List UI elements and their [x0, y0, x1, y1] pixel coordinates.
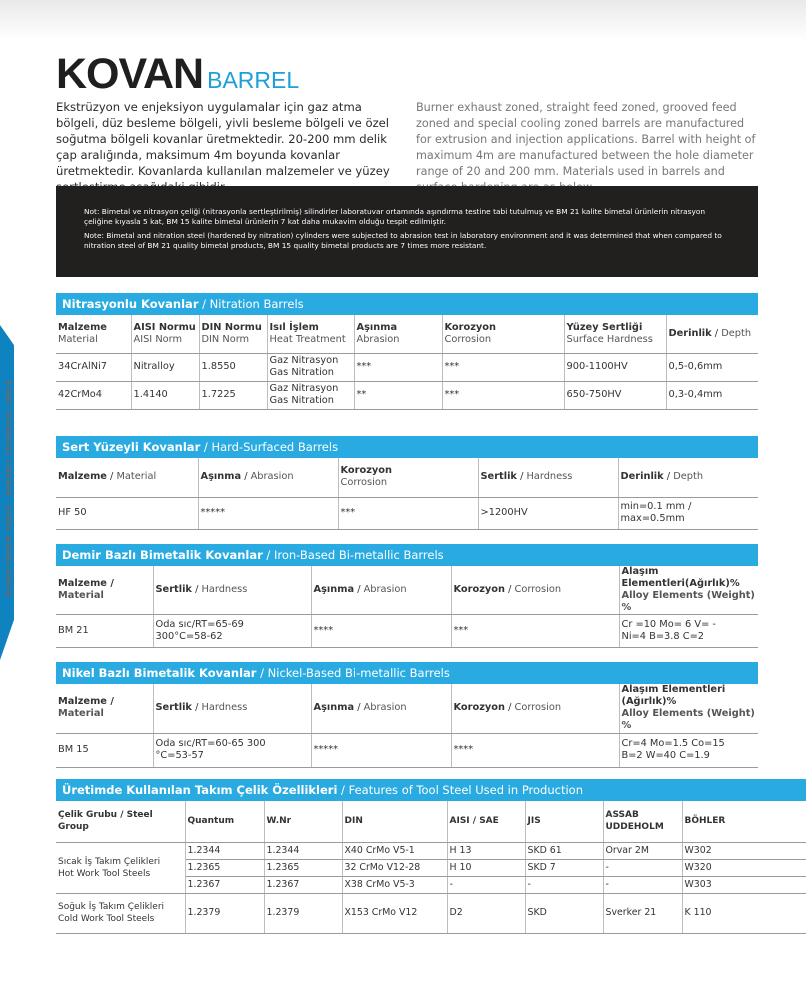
- iron-header-tr: Malzeme /: [58, 578, 114, 589]
- tool-cell: SKD 61: [525, 842, 603, 859]
- hard-header-cell: Sertlik / Hardness: [478, 458, 618, 497]
- tool-row: [56, 842, 806, 859]
- nickel-header-cell: Aşınma / Abrasion: [311, 684, 451, 733]
- nickel-cell: Cr=4 Mo=1.5 Co=15 B=2 W=40 C=1.9: [619, 733, 758, 767]
- tool-cell: -: [525, 876, 603, 893]
- tool-cell: W302: [682, 842, 806, 859]
- tool-cell: X40 CrMo V5-1: [342, 842, 447, 859]
- nitration-cell: Gaz Nitrasyon Gas Nitration: [267, 381, 354, 409]
- hard-row: [56, 497, 758, 529]
- tool-row: [56, 893, 806, 933]
- nitration-header-tr: Derinlik: [668, 327, 712, 339]
- nitration-header-cell: [56, 315, 131, 353]
- nitration-title-tr: Nitrasyonlu Kovanlar: [62, 297, 199, 311]
- nickel-cell: Oda sıc/RT=60-65 300 °C=53-57: [153, 733, 311, 767]
- nitration-header-cell: [354, 315, 442, 353]
- nitration-header-tr: DIN Normu: [201, 321, 262, 333]
- iron-header-cell: Korozyon / Corrosion: [451, 566, 619, 615]
- nitration-cell: 34CrAlNi7: [56, 353, 131, 381]
- tool-cell: -: [447, 876, 525, 893]
- tool-cell: 1.2365: [264, 859, 342, 876]
- hard-title-tr: Sert Yüzeyli Kovanlar: [62, 440, 201, 454]
- iron-header-cell: [56, 566, 153, 615]
- intro-turkish: Ekstrüzyon ve enjeksiyon uygulamalar için gaz atma bölgeli, düz besleme bölgeli, yivli besleme bölgeli ve özel soğutma bölgeli kovanlar üretmektedir. 20-200 mm delik çap aralığında, maksimum 4m boyunda kovanlar üretmektedir. Kovanlarda kullanılan malzemeler ve yüzey: [56, 100, 390, 178]
- iron-cell: ***: [451, 615, 619, 648]
- tool-header-cell: JIS: [525, 801, 603, 842]
- nickel-title-tr: Nikel Bazlı Bimetalik Kovanlar: [62, 666, 257, 680]
- tool-cell: -: [603, 859, 682, 876]
- nitration-row: [56, 353, 758, 381]
- hard-header-tr: Sertlik: [480, 471, 517, 483]
- tool-cell: 1.2379: [264, 893, 342, 933]
- nitration-cell: 0,3-0,4mm: [666, 381, 758, 409]
- tool-cell: -: [603, 876, 682, 893]
- note-english: Note: Bimetal and nitration steel (hardened by nitration) cylinders were subjected to abrasion test in laboratory environment and it was determined that when compared to nitration steel of BM 21 quality bimetal products, BM 15 quality bimetal products are 7 times more resistant.: [84, 231, 722, 250]
- iron-header-cell: Aşınma / Abrasion: [311, 566, 451, 615]
- hard-title-en: Hard-Surfaced Barrels: [211, 440, 339, 454]
- tool-header-cell: W.Nr: [264, 801, 342, 842]
- iron-header-tr: Sertlik: [155, 584, 192, 595]
- nitration-header-cell: [442, 315, 564, 353]
- nitration-header-cell: [564, 315, 666, 353]
- tool-cell: 1.2379: [185, 893, 264, 933]
- side-label: KOVAN TEKNİK TABLO - BARRELL TECHNICAL TABLE: [5, 379, 13, 597]
- nickel-header-en: Hardness: [201, 702, 248, 714]
- nitration-cell: 42CrMo4: [56, 381, 131, 409]
- iron-cell: BM 21: [56, 615, 153, 648]
- nitration-section: [56, 293, 758, 410]
- title-main: KOVAN: [56, 50, 204, 98]
- tool-group-cell: Soğuk İş Takım Çelikleri Cold Work Tool Steels: [56, 893, 185, 933]
- iron-header-tr: Korozyon: [453, 584, 506, 595]
- hard-header-en: Depth: [673, 471, 704, 483]
- iron-header-en: Material: [58, 590, 104, 601]
- nickel-header-cell: [56, 684, 153, 733]
- iron-cell: ****: [311, 615, 451, 648]
- nitration-header-en: Material: [58, 333, 98, 345]
- hard-header-cell: Aşınma / Abrasion: [198, 458, 338, 497]
- tool-header-cell: BÖHLER: [682, 801, 806, 842]
- tool-section: [56, 779, 806, 934]
- iron-cell: Oda sıc/RT=65-69 300°C=58-62: [153, 615, 311, 648]
- hard-cell: min=0.1 mm / max=0.5mm: [618, 497, 758, 529]
- hard-cell: *****: [198, 497, 338, 529]
- nitration-header-row: [56, 315, 758, 353]
- nitration-header-tr: AISI Normu: [133, 321, 196, 333]
- tool-cell: SKD: [525, 893, 603, 933]
- tool-title-tr: Üretimde Kullanılan Takım Çelik Özellikleri: [62, 783, 338, 797]
- nitration-cell: **: [354, 381, 442, 409]
- tool-cell: Sverker 21: [603, 893, 682, 933]
- tool-cell: D2: [447, 893, 525, 933]
- nitration-header-en: DIN Norm: [201, 333, 250, 345]
- nickel-header-en: Abrasion: [363, 702, 407, 714]
- nickel-header-en: Alloy Elements (Weight) %: [621, 708, 755, 732]
- hard-header-en: Corrosion: [340, 477, 388, 489]
- note-turkish: Not: Bimetal ve nitrasyon çeliği (nitrasyonla sertleştirilmiş) silindirler laboratuvar ortamında aşındırma testine tabi tutulmuş ve BM 21 kalite bimetal ürünlerin nitrasyon çeliğine kıyasla 5 kat, BM 15 kalite bimetal ürünlerin 7 kat daha mukavim olduğu tespit edilmiştir.: [84, 207, 706, 226]
- tool-cell: 1.2367: [185, 876, 264, 893]
- nitration-header-en: Surface Hardness: [566, 333, 653, 345]
- nickel-title-en: Nickel-Based Bi-metallic Barrels: [267, 666, 450, 680]
- nickel-header-tr: Korozyon: [453, 702, 506, 714]
- tool-cell: 1.2365: [185, 859, 264, 876]
- hard-header-en: Material: [116, 471, 157, 483]
- nitration-cell: ***: [442, 381, 564, 409]
- hard-cell: HF 50: [56, 497, 198, 529]
- nitration-table: [56, 315, 758, 410]
- nickel-header-tr: Sertlik: [155, 702, 192, 714]
- iron-cell: Cr =10 Mo= 6 V= - Ni=4 B=3.8 C=2: [619, 615, 758, 648]
- nickel-header-row: [56, 684, 758, 733]
- tool-group-cell: Sıcak İş Takım Çelikleri Hot Work Tool Steels: [56, 842, 185, 893]
- note-box: [56, 186, 758, 277]
- iron-title-tr: Demir Bazlı Bimetalik Kovanlar: [62, 548, 263, 562]
- nitration-cell: 1.7225: [199, 381, 267, 409]
- nitration-header-en: Corrosion: [444, 333, 492, 345]
- hard-header-tr: Derinlik: [620, 471, 664, 483]
- nitration-cell: 650-750HV: [564, 381, 666, 409]
- tool-cell: W320: [682, 859, 806, 876]
- hard-table: [56, 458, 758, 530]
- nickel-header-cell: Korozyon / Corrosion: [451, 684, 619, 733]
- nitration-cell: Nitralloy: [131, 353, 199, 381]
- hard-header-cell: Derinlik / Depth: [618, 458, 758, 497]
- tool-cell: W303: [682, 876, 806, 893]
- nickel-row: [56, 733, 758, 767]
- iron-header-en: Alloy Elements (Weight) %: [621, 590, 755, 613]
- nitration-row: [56, 381, 758, 409]
- iron-header-en: Hardness: [201, 584, 248, 595]
- nitration-cell: 1.4140: [131, 381, 199, 409]
- iron-table: [56, 566, 758, 648]
- tool-cell: K 110: [682, 893, 806, 933]
- tool-table: [56, 801, 806, 934]
- nickel-header-cell: Sertlik / Hardness: [153, 684, 311, 733]
- nitration-header-tr: Korozyon: [444, 321, 497, 333]
- nitration-title-en: Nitration Barrels: [209, 297, 304, 311]
- tool-header-cell: Çelik Grubu / Steel Group: [56, 801, 185, 842]
- nitration-cell: ***: [354, 353, 442, 381]
- tool-cell: 32 CrMo V12-28: [342, 859, 447, 876]
- hard-header-en: Abrasion: [250, 471, 294, 483]
- nickel-cell: ****: [451, 733, 619, 767]
- nitration-cell: 0,5-0,6mm: [666, 353, 758, 381]
- iron-section: [56, 544, 758, 648]
- intro-english: Burner exhaust zoned, straight feed zoned, grooved feed zoned and special cooling zoned barrels are manufactured for extrusion and injection applications. Barrel with height of maximum 4m are manufactured between the hole diameter range of 20 and 200 mm. Materials used in barrels and: [416, 101, 756, 178]
- tool-cell: H 13: [447, 842, 525, 859]
- hard-cell: ***: [338, 497, 478, 529]
- title-sub: BARREL: [207, 67, 300, 93]
- nitration-header-tr: Yüzey Sertliği: [566, 321, 643, 333]
- iron-row: [56, 615, 758, 648]
- tool-cell: 1.2367: [264, 876, 342, 893]
- nitration-cell: ***: [442, 353, 564, 381]
- nitration-cell: 1.8550: [199, 353, 267, 381]
- hard-heading: Sert Yüzeyli Kovanlar / Hard-Surfaced Barrels: [56, 436, 758, 458]
- iron-header-en: Abrasion: [363, 584, 407, 595]
- nitration-header-en: AISI Norm: [133, 333, 183, 345]
- tool-cell: SKD 7: [525, 859, 603, 876]
- iron-title-en: Iron-Based Bi-metallic Barrels: [273, 548, 444, 562]
- tool-header-cell: Quantum: [185, 801, 264, 842]
- page-top-shade: [0, 0, 806, 40]
- nickel-table: [56, 684, 758, 768]
- nickel-header-en: Material: [58, 708, 104, 720]
- nickel-section: [56, 662, 758, 768]
- tool-header-cell: AISI / SAE: [447, 801, 525, 842]
- nickel-heading: Nikel Bazlı Bimetalik Kovanlar / Nickel-Based Bi-metallic Barrels: [56, 662, 758, 684]
- nitration-heading: Nitrasyonlu Kovanlar / Nitration Barrels: [56, 293, 758, 315]
- nickel-header-tr: Malzeme /: [58, 696, 114, 708]
- nitration-header-cell: [199, 315, 267, 353]
- page-title: [56, 50, 299, 99]
- nitration-header-cell: Derinlik / Depth: [666, 315, 758, 353]
- tool-cell: X153 CrMo V12: [342, 893, 447, 933]
- iron-header-tr: Alaşım Elementleri(Ağırlık)%: [621, 566, 740, 589]
- nickel-cell: *****: [311, 733, 451, 767]
- tool-title-en: Features of Tool Steel Used in Production: [348, 783, 584, 797]
- nitration-cell: Gaz Nitrasyon Gas Nitration: [267, 353, 354, 381]
- tool-cell: X38 CrMo V5-3: [342, 876, 447, 893]
- tool-heading: Üretimde Kullanılan Takım Çelik Özellikleri / Features of Tool Steel Used in Production: [56, 779, 806, 801]
- iron-header-cell: [619, 566, 758, 615]
- nitration-header-tr: Aşınma: [356, 321, 398, 333]
- nitration-header-en: Depth: [721, 327, 752, 339]
- tool-cell: Orvar 2M: [603, 842, 682, 859]
- nitration-header-en: Heat Treatment: [269, 333, 346, 345]
- hard-cell: >1200HV: [478, 497, 618, 529]
- tool-cell: 1.2344: [185, 842, 264, 859]
- hard-header-en: Hardness: [526, 471, 573, 483]
- nickel-cell: BM 15: [56, 733, 153, 767]
- tool-cell: H 10: [447, 859, 525, 876]
- iron-header-en: Corrosion: [514, 584, 562, 595]
- tool-header-row: [56, 801, 806, 842]
- tool-header-cell: DIN: [342, 801, 447, 842]
- nitration-header-tr: Isıl İşlem: [269, 321, 319, 333]
- iron-header-cell: Sertlik / Hardness: [153, 566, 311, 615]
- iron-heading: Demir Bazlı Bimetalik Kovanlar / Iron-Based Bi-metallic Barrels: [56, 544, 758, 566]
- nitration-header-cell: [131, 315, 199, 353]
- nickel-header-tr: Alaşım Elementleri (Ağırlık)%: [621, 684, 726, 708]
- hard-section: [56, 436, 758, 530]
- tool-header-cell: ASSAB UDDEHOLM: [603, 801, 682, 842]
- tool-cell: 1.2344: [264, 842, 342, 859]
- nitration-header-tr: Malzeme: [58, 321, 107, 333]
- hard-header-cell: Malzeme / Material: [56, 458, 198, 497]
- hard-header-row: [56, 458, 758, 497]
- nitration-cell: 900-1100HV: [564, 353, 666, 381]
- hard-header-cell: [338, 458, 478, 497]
- nickel-header-tr: Aşınma: [313, 702, 355, 714]
- nitration-header-en: Abrasion: [356, 333, 400, 345]
- iron-header-row: [56, 566, 758, 615]
- hard-header-tr: Malzeme: [58, 471, 107, 483]
- nickel-header-cell: [619, 684, 758, 733]
- nickel-header-en: Corrosion: [514, 702, 562, 714]
- iron-header-tr: Aşınma: [313, 584, 355, 595]
- hard-header-tr: Korozyon: [340, 465, 393, 477]
- nitration-header-cell: [267, 315, 354, 353]
- hard-header-tr: Aşınma: [200, 471, 242, 483]
